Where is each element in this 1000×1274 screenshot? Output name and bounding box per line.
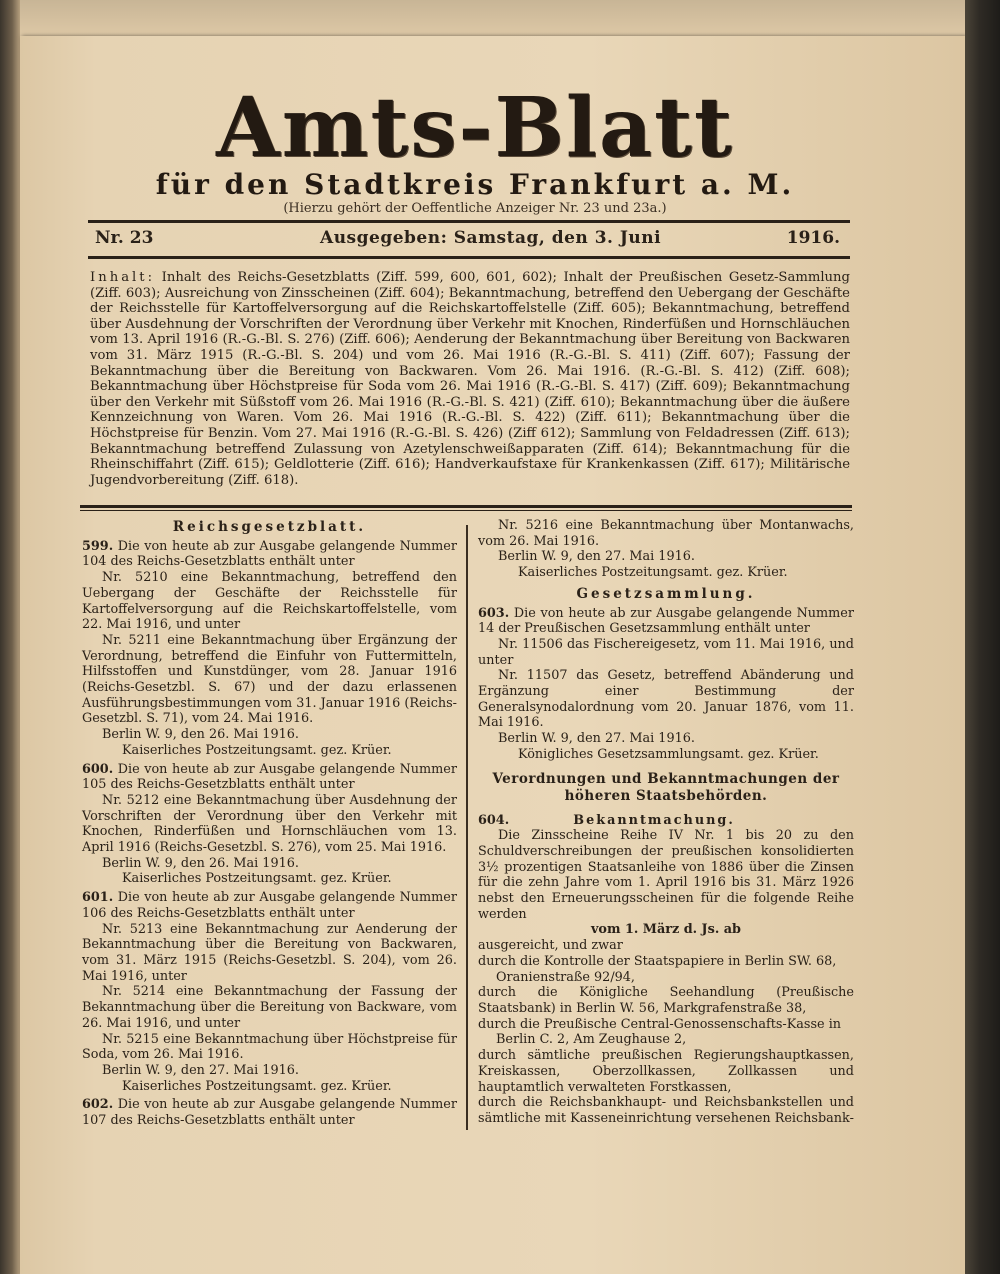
book-binding-edge [965,0,1000,1274]
entry-600-sign: Kaiserliches Postzeitungsamt. gez. Krüer. [122,871,392,887]
section-title-reichsgesetzblatt: Reichsgesetzblatt. [172,519,367,535]
entry-604-l6: Berlin C. 2, Am Zeughause 2, [496,1032,687,1048]
entry-600-intro: 600. Die von heute ab zur Ausgabe gelangende Nummer 105 des Reichs-Gesetzblatts enthält unter [82,761,457,793]
entry-599-p1: Nr. 5210 eine Bekanntmachung, betreffend den Uebergang der Geschäfte der Reichsstelle für Kartoffelversorgung auf die Reichskartoffelstelle, vom 22. Mai 1916, und unter [82,570,457,633]
entry-600-place: Berlin W. 9, den 26. Mai 1916. [102,855,299,871]
toc-text: Inhalt des Reichs-Gesetzblatts (Ziff. 599, 600, 601, 602); Inhalt der Preußischen Gesetz-Sammlung (Ziff. 603); Ausreichung von Zinsscheinen (Ziff. 604); Bekanntmachung, betreffend den Uebergang der Geschäfte der Reichsstelle für Kartoffelversorgung auf die Reichskartoffelstelle (Ziff. 605); Bekanntmachung, betreffend über Ausdehnung der Vorschriften der Verordnung über Verkehr mit Knochen, Rinderfüßen und Hornschläuchen vom 13. April 1916 (R.-G.-Bl. S. 276) (Ziff. 606); Aenderung der Bekanntmachung über Bereitung von Backwaren vom 31. März 1915 (R.-G.-Bl. S. 204) und vom 26. Mai 1916 (R.-G.-Bl. S. 411) (Ziff. 607); Fassung der Bekanntmachung über die Bereitung von Backwaren. Vom 26. Mai 1916. (R.-G.-Bl. S. 412) (Ziff. 608); Bekanntmachung über Höchstpreise für Soda vom 26. Mai 1916 (R.-G.-Bl. S. 417) (Ziff. 609); Bekanntmachung über den Verkehr mit Süßstoff vom 26. Mai 1916 (R.-G.-Bl. S. 421) (Ziff. 610); Bekanntmachung über die äußere Kennzeichnung von Waren. Vom 26. Mai 1916 (R.-G.-Bl. S. 422) (Ziff. 611); Bekanntmachung über die Höchstpreise für Benzin. Vom 27. Mai 1916 (R.-G.-Bl. S. 426) (Ziff 612); Sammlung von Feldadressen (Ziff. 613); Bekanntmachung betreffend Zulassung von Azetylenschweißapparaten (Ziff. 614); Bekanntmachung für die Rheinschiffahrt (Ziff. 615); Geldlotterie (Ziff. 616); Handverkaufstaxe für Krankenkassen (Ziff. 617); Militärische Jugendvorbereitung (Ziff. 618). [90,270,850,488]
entry-601-p3: Nr. 5215 eine Bekanntmachung über Höchstpreise für Soda, vom 26. Mai 1916. [82,1031,457,1063]
entry-601-intro: 601. Die von heute ab zur Ausgabe gelangende Nummer 106 des Reichs-Gesetzblatts enthält unter [82,890,457,921]
left-column [82,518,457,1129]
entry-604-l5: durch die Preußische Central-Genossenschafts-Kasse in [478,1016,842,1032]
right-column [478,518,854,1127]
entry-604-l1: ausgereicht, und zwar [478,938,623,954]
masthead-title: Amts-Blatt [216,80,734,176]
entry-604-l7: durch sämtliche preußischen Regierungshauptkassen, Kreiskassen, Oberzollkassen, Zollkassen und hauptamtlich verwalteten Forstkassen, [478,1048,854,1095]
entry-604-l8: durch die Reichsbankhaupt- und Reichsbankstellen und sämtliche mit Kasseneinrichtung versehenen Reichsbank- [478,1095,854,1126]
issue-number: Nr. 23 [95,228,154,248]
entry-603-place: Berlin W. 9, den 27. Mai 1916. [498,731,695,747]
entry-601-p2: Nr. 5214 eine Bekanntmachung der Fassung der Bekanntmachung über die Bereitung von Backware, vom 26. Mai 1916, und unter [82,984,457,1031]
column-separator [466,525,468,1130]
entry-599-p2: Nr. 5211 eine Bekanntmachung über Ergänzung der Verordnung, betreffend die Einfuhr von Futtermitteln, Hilfsstoffen und Kunstdünger, vom 28. Januar 1916 (Reichs-Gesetzbl. S. 67) und der dazu erlassenen Ausführungsbestimmungen vom 31. Januar 1916 (Reichs-Gesetzbl. S. 71), vom 24. Mai 1916. [82,632,457,727]
entry-600-p1: Nr. 5212 eine Bekanntmachung über Ausdehnung der Vorschriften der Verordnung über den Verkehr mit Knochen, Rinderfüßen und Hornschläuchen vom 13. April 1916 (Reichs-Gesetzbl. S. 276), vom 25. Mai 1916. [82,792,457,856]
entry-604-body: Die Zinsscheine Reihe IV Nr. 1 bis 20 zu den Schuldverschreibungen der preußischen konsolidierten 3½ prozentigen Staatsanleihe von 1886 über die Zinsen für die zehn Jahre vom 1. April 1916 bis 31. März 1926 nebst den Erneuerungsscheinen für die folgende Reihe werden [478,828,854,922]
content-rule-thick [80,505,852,508]
entry-604-l4: durch die Königliche Seehandlung (Preußische Staatsbank) in Berlin W. 56, Markgrafenstraße 38, [478,985,854,1016]
table-of-contents [90,270,850,488]
entry-603-intro: 603. Die von heute ab zur Ausgabe gelangende Nummer 14 der Preußischen Gesetzsammlung enthält unter [478,605,854,637]
entry-602-place: Berlin W. 9, den 27. Mai 1916. [498,549,695,565]
section-title-gesetzsammlung: Gesetzsammlung. [576,585,756,602]
entry-604-l3: Oranienstraße 92/94, [496,969,635,985]
entry-604-l2: durch die Kontrolle der Staatspapiere in Berlin SW. 68, [478,953,837,969]
entry-601-place: Berlin W. 9, den 27. Mai 1916. [102,1062,299,1078]
entry-604-heading: Bekanntmachung. [573,812,735,828]
section-title-verordnungen: Verordnungen und Bekanntmachungen der höheren Staatsbehörden. [492,770,840,804]
entry-603-sign: Königliches Gesetzsammlungsamt. gez. Krüer. [518,746,819,762]
previous-page-edge [0,0,20,1274]
content-rule-thin [80,510,852,511]
toc-label: Inhalt: [90,270,156,285]
scan-top-margin [20,0,965,36]
masthead-note: (Hierzu gehört der Oeffentliche Anzeiger Nr. 23 und 23a.) [283,201,667,216]
top-rule [88,220,850,223]
entry-601-p1: Nr. 5213 eine Bekanntmachung zur Aenderung der Bekanntmachung über die Bereitung von Backwaren, vom 31. März 1915 (Reichs-Gesetzbl. S. 204), vom 26. Mai 1916, unter [82,921,457,984]
entry-602-sign: Kaiserliches Postzeitungsamt. gez. Krüer. [518,565,788,581]
masthead-subtitle: für den Stadtkreis Frankfurt a. M. [155,168,795,201]
entry-599-place: Berlin W. 9, den 26. Mai 1916. [102,727,299,743]
entry-602-intro: 602. Die von heute ab zur Ausgabe gelangende Nummer 107 des Reichs-Gesetzblatts enthält unter [82,1097,457,1129]
entry-602-p1: Nr. 5216 eine Bekanntmachung über Montanwachs, vom 26. Mai 1916. [478,518,854,549]
entry-603-p2: Nr. 11507 das Gesetz, betreffend Abänderung und Ergänzung einer Bestimmung der Generalsynodalordnung vom 20. Januar 1876, vom 11. Mai 1916. [478,668,854,731]
entry-599-sign: Kaiserliches Postzeitungsamt. gez. Krüer. [122,742,392,758]
issue-line [95,228,840,252]
entry-599-intro: 599. Die von heute ab zur Ausgabe gelangende Nummer 104 des Reichs-Gesetzblatts enthält unter [82,538,457,570]
entry-604-date-line: vom 1. März d. Js. ab [591,922,741,938]
issue-rule [88,256,850,259]
issue-date: Ausgegeben: Samstag, den 3. Juni [320,228,662,248]
entry-603-p1: Nr. 11506 das Fischereigesetz, vom 11. Mai 1916, und unter [478,636,854,668]
entry-601-sign: Kaiserliches Postzeitungsamt. gez. Krüer. [122,1078,392,1094]
issue-year: 1916. [786,228,840,248]
entry-604-heading-line: 604. Bekanntmachung. [478,812,735,828]
